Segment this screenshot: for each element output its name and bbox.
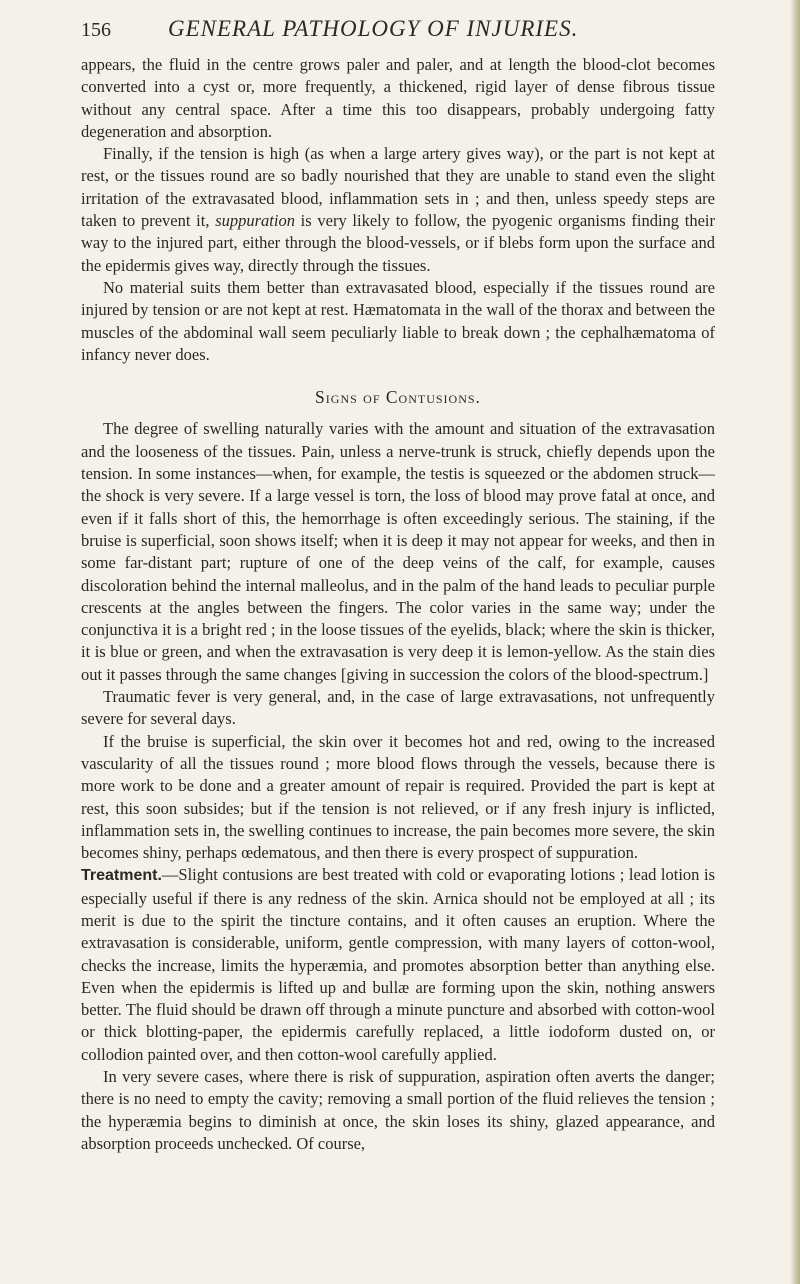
paragraph-1: appears, the fluid in the centre grows paler and paler, and at length the blood-clot becomes converted into a cyst or, more frequently, a thickened, rigid layer of dense fibrous tissue without any central space. After a time this too disappears, probably undergoing fatty degeneration and absorption. [81,55,715,141]
page-edge-shadow [790,0,800,1284]
paragraph-6: If the bruise is superficial, the skin over it becomes hot and red, owing to the increased vascularity of all the tissues round ; more blood flows through the vessels, because there is more work to be done and a greater amount of repair is required. Provided the part is kept at rest, this soon subsides; but if the tension is not relieved, or if any fresh injury is inflicted, inflammation sets in, the swelling continues to increase, the pain becomes more severe, the skin becomes shiny, perhaps œdematous, and then there is every prospect of suppuration. [81,731,715,863]
paragraph-4: The degree of swelling naturally varies with the amount and situation of the extravasation and the looseness of the tissues. Pain, unless a nerve-trunk is struck, chiefly depends upon the tension. In some instances—when, for example, the testis is squeezed or the abdomen struck—the shock is very severe. If a large vessel is torn, the loss of blood may prove fatal at once, and even if it falls short of this, the hemorrhage is often exceedingly serious. The staining, if the bruise is superficial, soon shows itself; when it is deep it may not appear for weeks, and then in some far-distant part; rupture of one of the deep veins of the calf, for example, causes discoloration behind the internal malleolus, and in the palm of the hand leads to peculiar purple crescents at the angles between the fingers. The color varies in the same way; under the conjunctiva it is a bright red ; in the loose tissues of the eyelids, black; where the skin is thicker, it is blue or green, and when the extravasation is very deep it is lemon-yellow. As the stain dies out it passes through the same changes [giving in succession the colors of the blood-spectrum.] [81,419,715,684]
suppuration-emphasis: suppuration [215,211,295,231]
section-heading: Signs of Contusions. [315,387,481,408]
paragraph-5: Traumatic fever is very general, and, in the case of large extravasations, not unfrequently severe for several days. [81,687,715,729]
paragraph-8: In very severe cases, where there is risk of suppuration, aspiration often averts the danger; there is no need to empty the cavity; removing a small portion of the fluid relieves the tension ; the hyperæmia begins to diminish at once, the skin loses its shiny, glazed appearance, and absorption proceeds unchecked. Of course, [81,1067,715,1153]
page-header [81,16,715,54]
treatment-text: —Slight contusions are best treated with cold or evaporating lotions ; lead lotion is especially useful if there is any redness of the skin. Arnica should not be employed at all ; its merit is due to the spirit the tincture contains, and it often causes an eruption. Where the extravasation is considerable, uniform, gentle compression, with many layers of cotton-wool, checks the increase, limits the hyperæmia, and promotes absorption better than anything else. Even when the epidermis is lifted up and bullæ are forming upon the skin, nothing answers better. The fluid should be drawn off through a minute puncture and absorbed with cotton-wool or thick blotting-paper, the epidermis carefully replaced, a little iodoform dusted on, or collodion painted over, and then cotton-wool carefully applied. [81,865,715,1064]
book-page [81,16,715,1155]
paragraph-3: No material suits them better than extravasated blood, especially if the tissues round are injured by tension or are not kept at rest. Hæmatomata in the wall of the thorax and between the muscles of the abdominal wall seem peculiarly liable to break down ; the cephalhæmatoma of infancy never does. [81,277,715,364]
running-head: GENERAL PATHOLOGY OF INJURIES. [168,16,579,41]
paragraph-2 [81,143,715,277]
paragraph-2-part-b: is very likely to follow, the pyogenic organisms finding their way to the injured part, either through the blood-vessels, or if blebs form upon the surface and the epidermis gives way, directly through the tissues. [81,211,715,275]
paragraph-treatment [81,864,715,1066]
treatment-label: Treatment. [81,867,162,885]
body-text [81,54,715,1155]
paragraph-2-part-a: Finally, if the tension is high (as when a large artery gives way), or the part is not kept at rest, or the tissues round are so badly nourished that they are unable to stand even the slight irritation of the extravasated blood, inflammation sets in ; and then, unless speedy steps are taken to prevent it, [81,144,715,231]
page-number: 156 [81,19,111,41]
